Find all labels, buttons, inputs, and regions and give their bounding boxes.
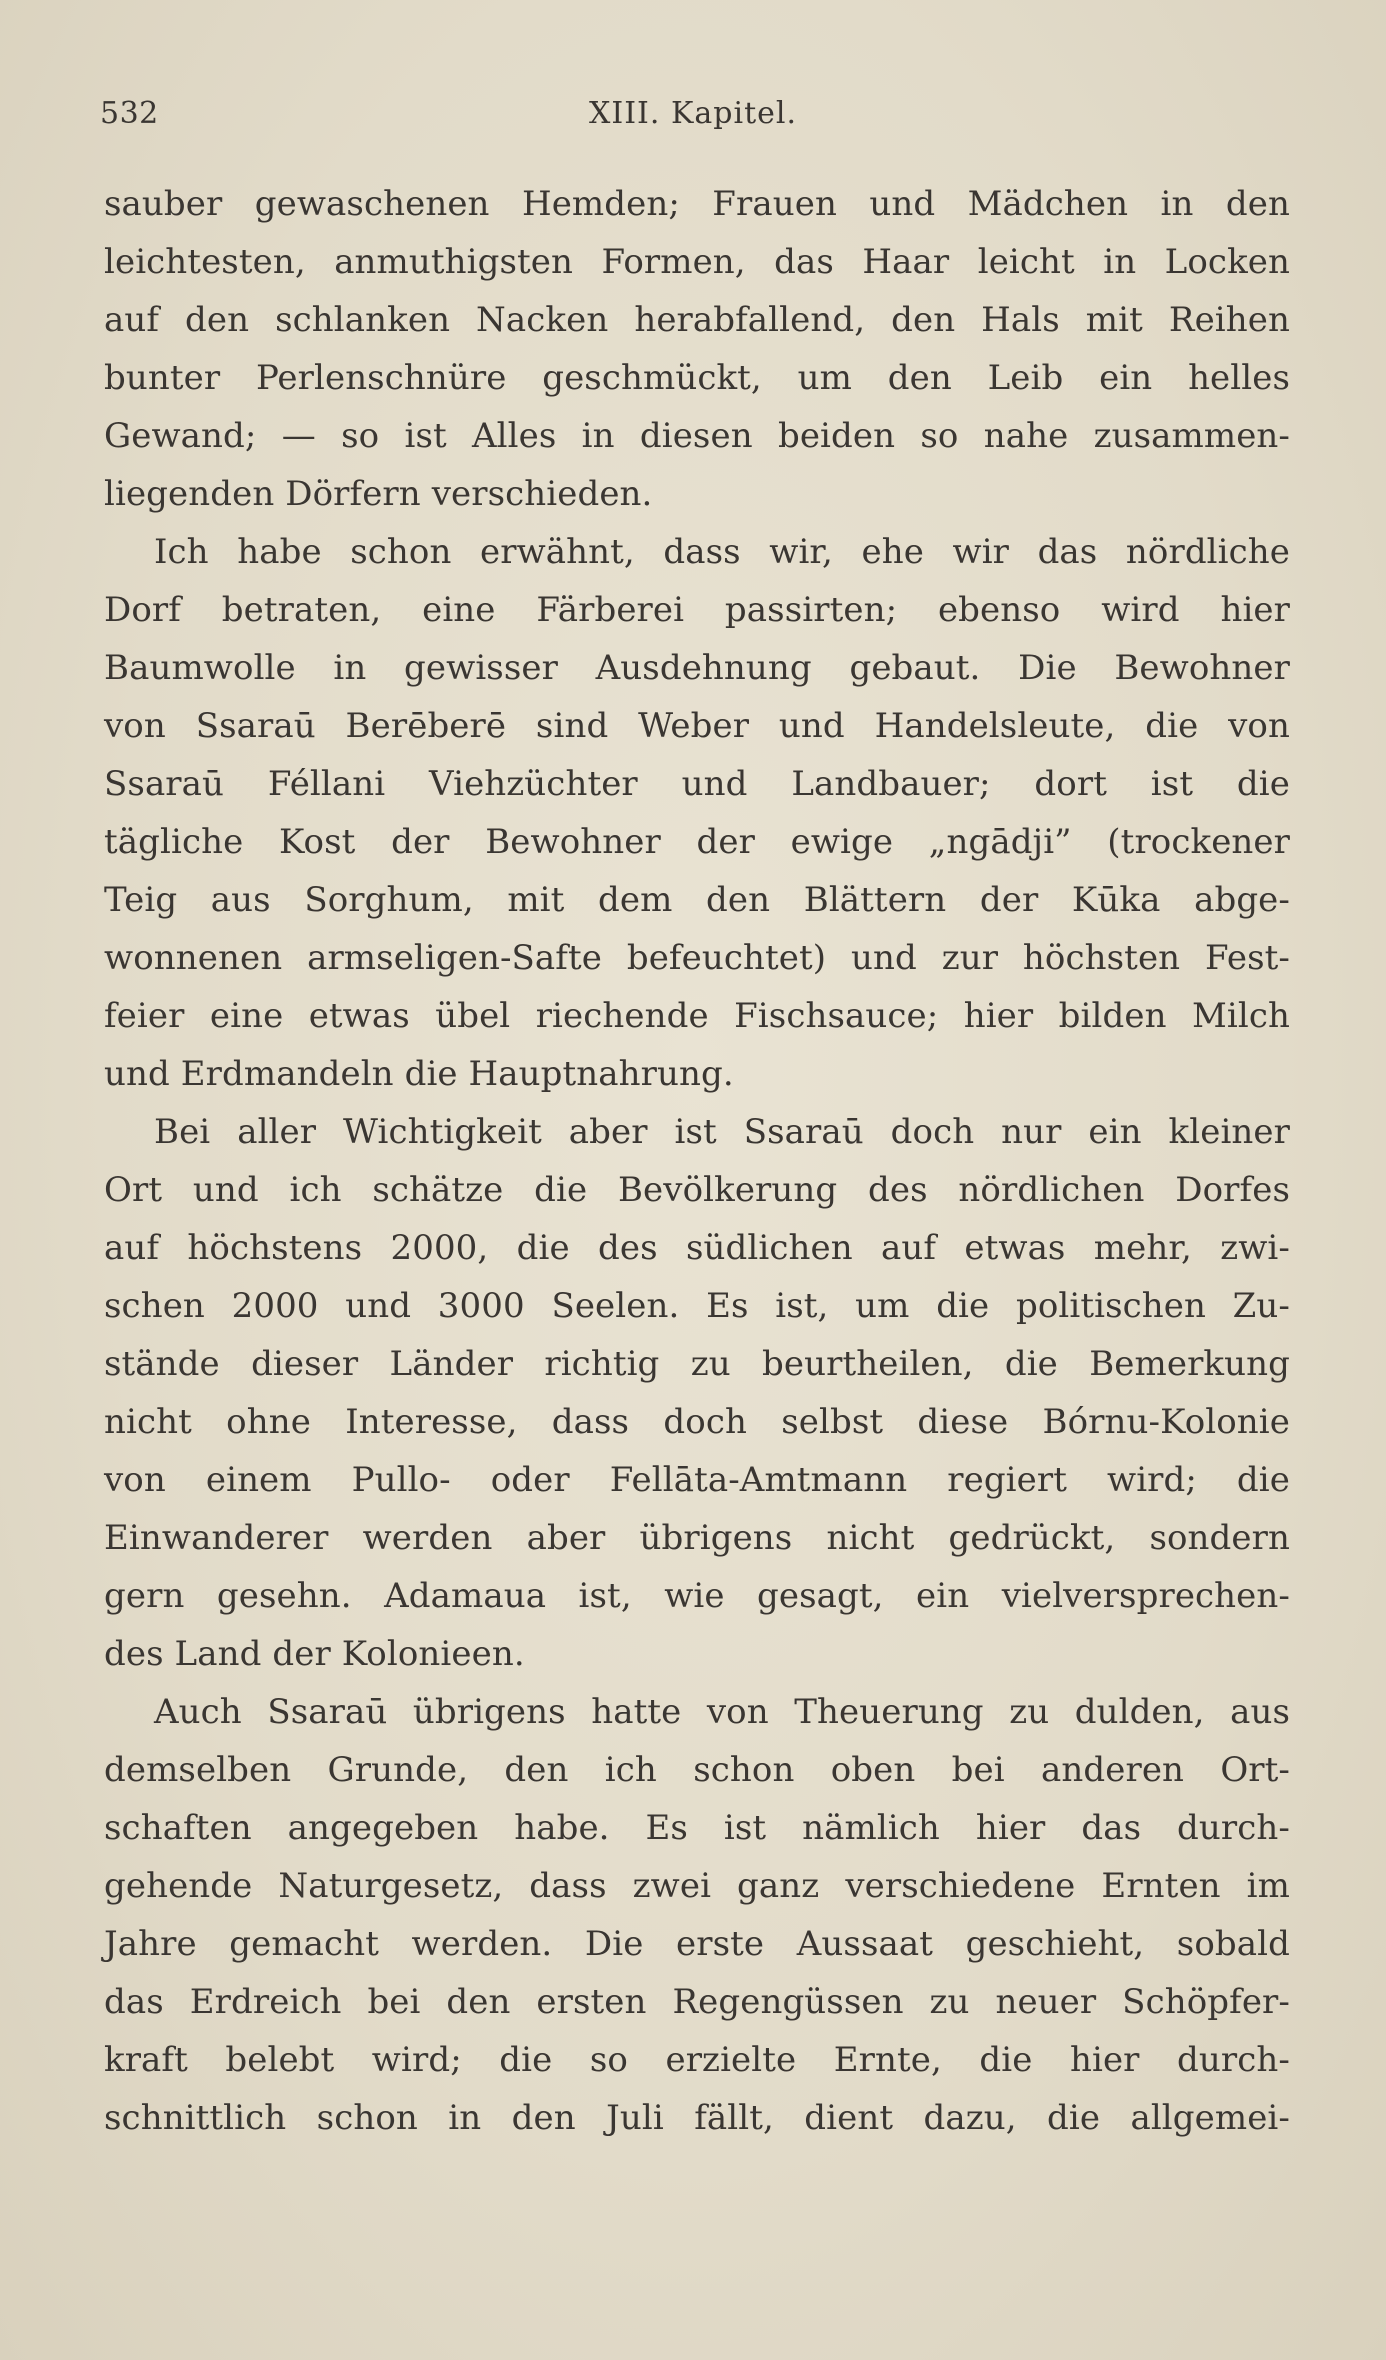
paragraph: [104, 175, 1290, 523]
text-line: schnittlich schon in den Juli fällt, dient dazu, die allgemei-: [104, 2098, 1290, 2138]
text-line: Dorf betraten, eine Färberei passirten; ebenso wird hier: [104, 590, 1290, 630]
text-line: liegenden Dörfern verschieden.: [104, 474, 653, 514]
text-line: demselben Grunde, den ich schon oben bei anderen Ort-: [104, 1750, 1290, 1790]
text-line: kraft belebt wird; die so erzielte Ernte, die hier durch-: [104, 2040, 1290, 2080]
text-line: sauber gewaschenen Hemden; Frauen und Mädchen in den: [104, 184, 1290, 224]
text-line: Teig aus Sorghum, mit dem den Blättern der Kūka abge-: [104, 880, 1290, 920]
text-line: von Ssaraū Berēberē sind Weber und Handelsleute, die von: [104, 706, 1290, 746]
text-line: bunter Perlenschnüre geschmückt, um den Leib ein helles: [104, 358, 1290, 398]
text-line: das Erdreich bei den ersten Regengüssen zu neuer Schöpfer-: [104, 1982, 1290, 2022]
paragraph: [104, 523, 1290, 1103]
text-line: Ort und ich schätze die Bevölkerung des nördlichen Dorfes: [104, 1170, 1290, 1210]
text-line: tägliche Kost der Bewohner der ewige „ngādji” (trockener: [104, 822, 1290, 862]
text-line: schen 2000 und 3000 Seelen. Es ist, um die politischen Zu-: [104, 1286, 1290, 1326]
text-line: Auch Ssaraū übrigens hatte von Theuerung zu dulden, aus: [154, 1692, 1290, 1732]
running-head: [100, 92, 1286, 136]
text-line: gern gesehn. Adamaua ist, wie gesagt, ein vielversprechen-: [104, 1576, 1290, 1616]
text-line: des Land der Kolonieen.: [104, 1634, 525, 1674]
text-line: gehende Naturgesetz, dass zwei ganz verschiedene Ernten im: [104, 1866, 1290, 1906]
body-text: [104, 175, 1290, 2147]
text-line: Einwanderer werden aber übrigens nicht gedrückt, sondern: [104, 1518, 1290, 1558]
text-line: leichtesten, anmuthigsten Formen, das Haar leicht in Locken: [104, 242, 1290, 282]
chapter-title: XIII. Kapitel.: [588, 96, 798, 131]
text-line: schaften angegeben habe. Es ist nämlich hier das durch-: [104, 1808, 1290, 1848]
text-line: wonnenen armseligen-Safte befeuchtet) und zur höchsten Fest-: [104, 938, 1290, 978]
text-line: stände dieser Länder richtig zu beurtheilen, die Bemerkung: [104, 1344, 1290, 1384]
text-line: nicht ohne Interesse, dass doch selbst diese Bórnu-Kolonie: [104, 1402, 1290, 1442]
text-line: Gewand; — so ist Alles in diesen beiden so nahe zusammen-: [104, 416, 1290, 456]
text-line: Baumwolle in gewisser Ausdehnung gebaut. Die Bewohner: [104, 648, 1290, 688]
text-line: Ich habe schon erwähnt, dass wir, ehe wir das nördliche: [154, 532, 1290, 572]
text-line: von einem Pullo- oder Fellāta-Amtmann regiert wird; die: [104, 1460, 1290, 1500]
text-line: auf den schlanken Nacken herabfallend, den Hals mit Reihen: [104, 300, 1290, 340]
text-line: Ssaraū Féllani Viehzüchter und Landbauer; dort ist die: [104, 764, 1290, 804]
text-line: Jahre gemacht werden. Die erste Aussaat geschieht, sobald: [104, 1924, 1290, 1964]
text-line: Bei aller Wichtigkeit aber ist Ssaraū doch nur ein kleiner: [154, 1112, 1290, 1152]
paragraph: [104, 1683, 1290, 2147]
text-line: feier eine etwas übel riechende Fischsauce; hier bilden Milch: [104, 996, 1290, 1036]
text-line: und Erdmandeln die Hauptnahrung.: [104, 1054, 734, 1094]
page-number: 532: [100, 96, 159, 131]
text-line: auf höchstens 2000, die des südlichen auf etwas mehr, zwi-: [104, 1228, 1290, 1268]
paragraph: [104, 1103, 1290, 1683]
